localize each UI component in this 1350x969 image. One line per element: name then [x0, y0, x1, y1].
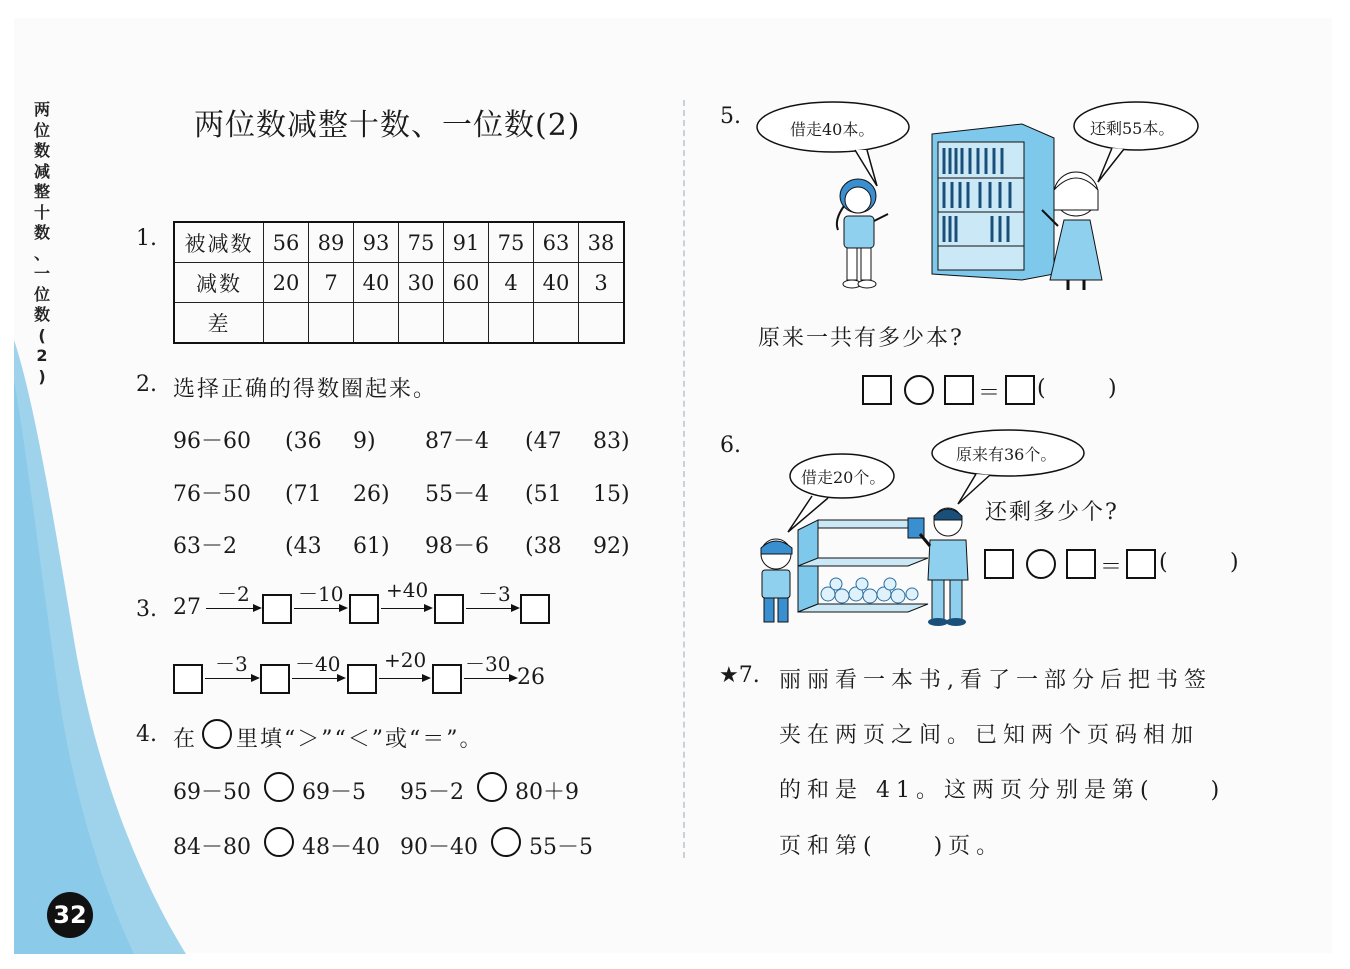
table-cell: 30 [399, 263, 444, 303]
equals-sign: ＝ [1100, 555, 1123, 580]
chain-op: －40 [295, 652, 341, 676]
table-cell: 60 [444, 263, 489, 303]
table-cell: 40 [354, 263, 399, 303]
unit-paren-close: ) [1108, 376, 1117, 401]
answer-cell[interactable] [264, 303, 309, 344]
answer-box[interactable] [862, 375, 892, 405]
q6-question: 还剩多少个? [985, 500, 1119, 525]
table-cell: 38 [579, 222, 625, 263]
expression: 87－4 [425, 429, 489, 454]
table-row-minuend [174, 222, 624, 263]
blue-wave-decoration [14, 340, 194, 954]
answer-box[interactable] [944, 375, 974, 405]
q2-number: 2. [136, 372, 157, 397]
answer-cell[interactable] [534, 303, 579, 344]
center-divider [683, 100, 685, 858]
answer-cell[interactable] [444, 303, 489, 344]
table-cell: 75 [399, 222, 444, 263]
q5-number: 5. [720, 104, 741, 129]
unit-paren-open: ( [1159, 550, 1168, 575]
table-cell: 7 [309, 263, 354, 303]
q4-prompt-a: 在 [173, 727, 198, 752]
compare-circle[interactable] [264, 827, 294, 857]
arrow-icon [292, 678, 344, 679]
chain-op: +20 [384, 648, 427, 672]
answer-cell[interactable] [309, 303, 354, 344]
expression: 76－50 [173, 482, 251, 507]
chain-op: －2 [217, 582, 250, 606]
expression: 63－2 [173, 534, 237, 559]
operator-circle[interactable] [904, 375, 934, 405]
unit-paren-close: ) [1230, 550, 1239, 575]
table-cell: 63 [534, 222, 579, 263]
man-illustration [906, 504, 972, 628]
compare-left: 95－2 [400, 780, 464, 805]
q2-row [173, 424, 630, 455]
table-cell: 4 [489, 263, 534, 303]
compare-left: 84－80 [173, 835, 251, 860]
compare-circle[interactable] [264, 772, 294, 802]
arrow-icon [381, 608, 431, 609]
choice[interactable]: 15) [593, 482, 630, 507]
q1-number: 1. [136, 226, 157, 251]
arrow-icon [379, 678, 429, 679]
compare-right: 80＋9 [515, 780, 579, 805]
choice[interactable]: 83) [593, 429, 630, 454]
circle-icon [202, 719, 232, 749]
choice[interactable]: 26) [353, 482, 390, 507]
q2-prompt: 选择正确的得数圈起来。 [173, 377, 438, 402]
answer-box[interactable] [262, 594, 292, 624]
answer-box[interactable] [432, 664, 462, 694]
table-cell: 40 [534, 263, 579, 303]
row-header: 被减数 [174, 222, 264, 263]
chain-op: +40 [386, 578, 429, 602]
answer-cell[interactable] [489, 303, 534, 344]
table-cell: 20 [264, 263, 309, 303]
q7-line: 夹在两页之间。已知两个页码相加 [779, 723, 1200, 748]
operator-circle[interactable] [1026, 549, 1056, 579]
compare-left: 69－50 [173, 780, 251, 805]
arrow-icon [464, 678, 516, 679]
row-header: 差 [174, 303, 264, 344]
compare-right: 55－5 [529, 835, 593, 860]
row-header: 减数 [174, 263, 264, 303]
page-title: 两位数减整十数、一位数(2) [194, 108, 581, 143]
compare-circle[interactable] [491, 827, 521, 857]
table-row-subtrahend [174, 263, 624, 303]
page-number: 32 [47, 892, 93, 938]
choice[interactable]: 61) [353, 534, 390, 559]
bubble-text: 原来有36个。 [956, 445, 1057, 464]
chain-start: 27 [173, 595, 201, 620]
choice[interactable]: (43 [285, 534, 322, 559]
compare-right: 69－5 [302, 780, 366, 805]
answer-box[interactable] [1066, 549, 1096, 579]
chain-op: －3 [215, 652, 248, 676]
q5-question: 原来一共有多少本? [758, 326, 964, 351]
compare-circle[interactable] [477, 772, 507, 802]
answer-box[interactable] [260, 664, 290, 694]
compare-right: 48－40 [302, 835, 380, 860]
answer-box[interactable] [347, 664, 377, 694]
table-cell: 89 [309, 222, 354, 263]
arrow-icon [294, 608, 346, 609]
girl-illustration [1040, 170, 1110, 295]
compare-left: 90－40 [400, 835, 478, 860]
chain-end: 26 [517, 665, 545, 690]
answer-box[interactable] [1005, 375, 1035, 405]
expression: 98－6 [425, 534, 489, 559]
answer-box[interactable] [434, 594, 464, 624]
table-row-difference [174, 303, 624, 344]
bubble-text: 借走20个。 [801, 468, 886, 487]
choice[interactable]: 92) [593, 534, 630, 559]
answer-cell[interactable] [354, 303, 399, 344]
expression: 55－4 [425, 482, 489, 507]
choice[interactable]: (36 [285, 429, 322, 454]
bubble-text: 借走40本。 [790, 120, 875, 139]
chain-op: －3 [478, 582, 511, 606]
equals-sign: ＝ [978, 381, 1001, 406]
arrow-icon [205, 678, 258, 679]
subtraction-table [173, 221, 625, 344]
table-cell: 75 [489, 222, 534, 263]
q7-line: 的和是 41。这两页分别是第( ) [779, 778, 1226, 803]
answer-cell[interactable] [579, 303, 625, 344]
q4-number: 4. [136, 722, 157, 747]
side-title: 两 位 数 减 整 十 数 、 一 位 数 ( 2 ) [33, 100, 50, 386]
choice[interactable]: (47 [525, 429, 562, 454]
chain-op: －10 [298, 582, 344, 606]
unit-paren-open: ( [1037, 376, 1046, 401]
answer-box[interactable] [984, 549, 1014, 579]
bubble-text: 还剩55本。 [1090, 119, 1175, 138]
girl-illustration [820, 176, 900, 291]
table-cell: 3 [579, 263, 625, 303]
q3-number: 3. [136, 597, 157, 622]
arrow-icon [206, 608, 260, 609]
choice[interactable]: (51 [525, 482, 562, 507]
q2-row [173, 529, 630, 560]
q7-number: ★7. [719, 663, 760, 688]
table-cell: 93 [354, 222, 399, 263]
expression: 96－60 [173, 429, 251, 454]
answer-cell[interactable] [399, 303, 444, 344]
answer-box[interactable] [349, 594, 379, 624]
table-cell: 56 [264, 222, 309, 263]
answer-box[interactable] [173, 664, 203, 694]
q4-prompt-b: 里填“＞”“＜”或“＝”。 [236, 727, 484, 752]
chain-op: －30 [465, 652, 511, 676]
q6-number: 6. [720, 433, 741, 458]
choice[interactable]: (71 [285, 482, 322, 507]
answer-box[interactable] [1126, 549, 1156, 579]
choice[interactable]: (38 [525, 534, 562, 559]
answer-box[interactable] [520, 594, 550, 624]
arrow-icon [466, 608, 518, 609]
q7-line: 丽丽看一本书,看了一部分后把书签 [779, 668, 1212, 693]
q7-line: 页和第( )页。 [779, 834, 1005, 859]
table-cell: 91 [444, 222, 489, 263]
q2-row [173, 477, 630, 508]
choice[interactable]: 9) [353, 429, 376, 454]
boy-illustration [752, 536, 802, 628]
